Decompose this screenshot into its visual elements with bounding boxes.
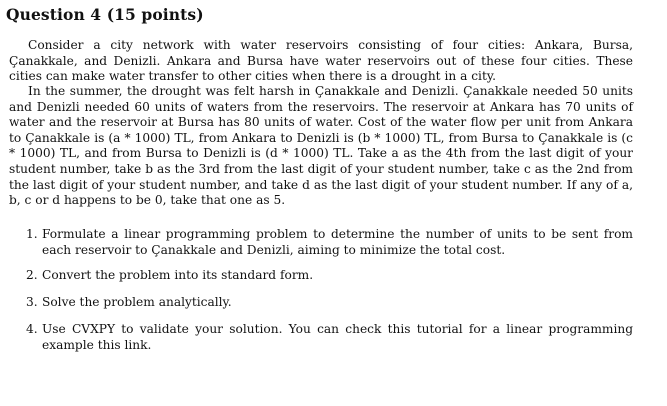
task-text: Convert the problem into its standard form. bbox=[42, 268, 314, 282]
problem-paragraph: In the summer, the drought was felt harsh in Çanakkale and Denizli. Çanakkale needed 50 units and Denizli needed 60 units of waters from the reservoirs. The reservoir at Ankara has 70 units of water and the reservoir at Bursa has 80 units of water. Cost of the water flow per unit from Ankara to Çanakkale is (a * 1000) TL, from Ankara to Denizli is (b * 1000) TL, from Bursa to Çanakkale is (c * 1000) TL, and from Bursa to Denizli is (d * 1000) TL. Take a as the 4th from the last digit of your student number, take b as the 3rd from the last digit of your student number, take c as the 2nd from the last digit of your student number, and take d as the last digit of your student number. If any of a, b, c or d happens to be 0, take that one as 5. bbox=[9, 84, 633, 208]
task-text: Formulate a linear programming problem to determine the number of units to be sent from each reservoir to Çanakkale and Denizli, aiming to minimize the total cost. bbox=[42, 227, 633, 257]
task-number: 3. bbox=[26, 295, 38, 309]
task-item bbox=[26, 227, 633, 258]
task-item bbox=[26, 268, 633, 284]
task-number: 1. bbox=[26, 227, 38, 241]
question-title: Question 4 (15 points) bbox=[6, 5, 204, 24]
intro-paragraph: Consider a city network with water reservoirs consisting of four cities: Ankara, Bursa, Çanakkale, and Denizli. Ankara and Bursa have water reservoirs out of these four cities. These cities can make water transfer to other cities when there is a drought in a city. bbox=[9, 38, 633, 84]
task-number: 2. bbox=[26, 268, 38, 282]
task-text: Solve the problem analytically. bbox=[42, 295, 232, 309]
task-item bbox=[26, 322, 633, 353]
task-number: 4. bbox=[26, 322, 38, 336]
task-text: Use CVXPY to validate your solution. You can check this tutorial for a linear programming example this link. bbox=[42, 322, 633, 352]
task-item bbox=[26, 295, 633, 311]
